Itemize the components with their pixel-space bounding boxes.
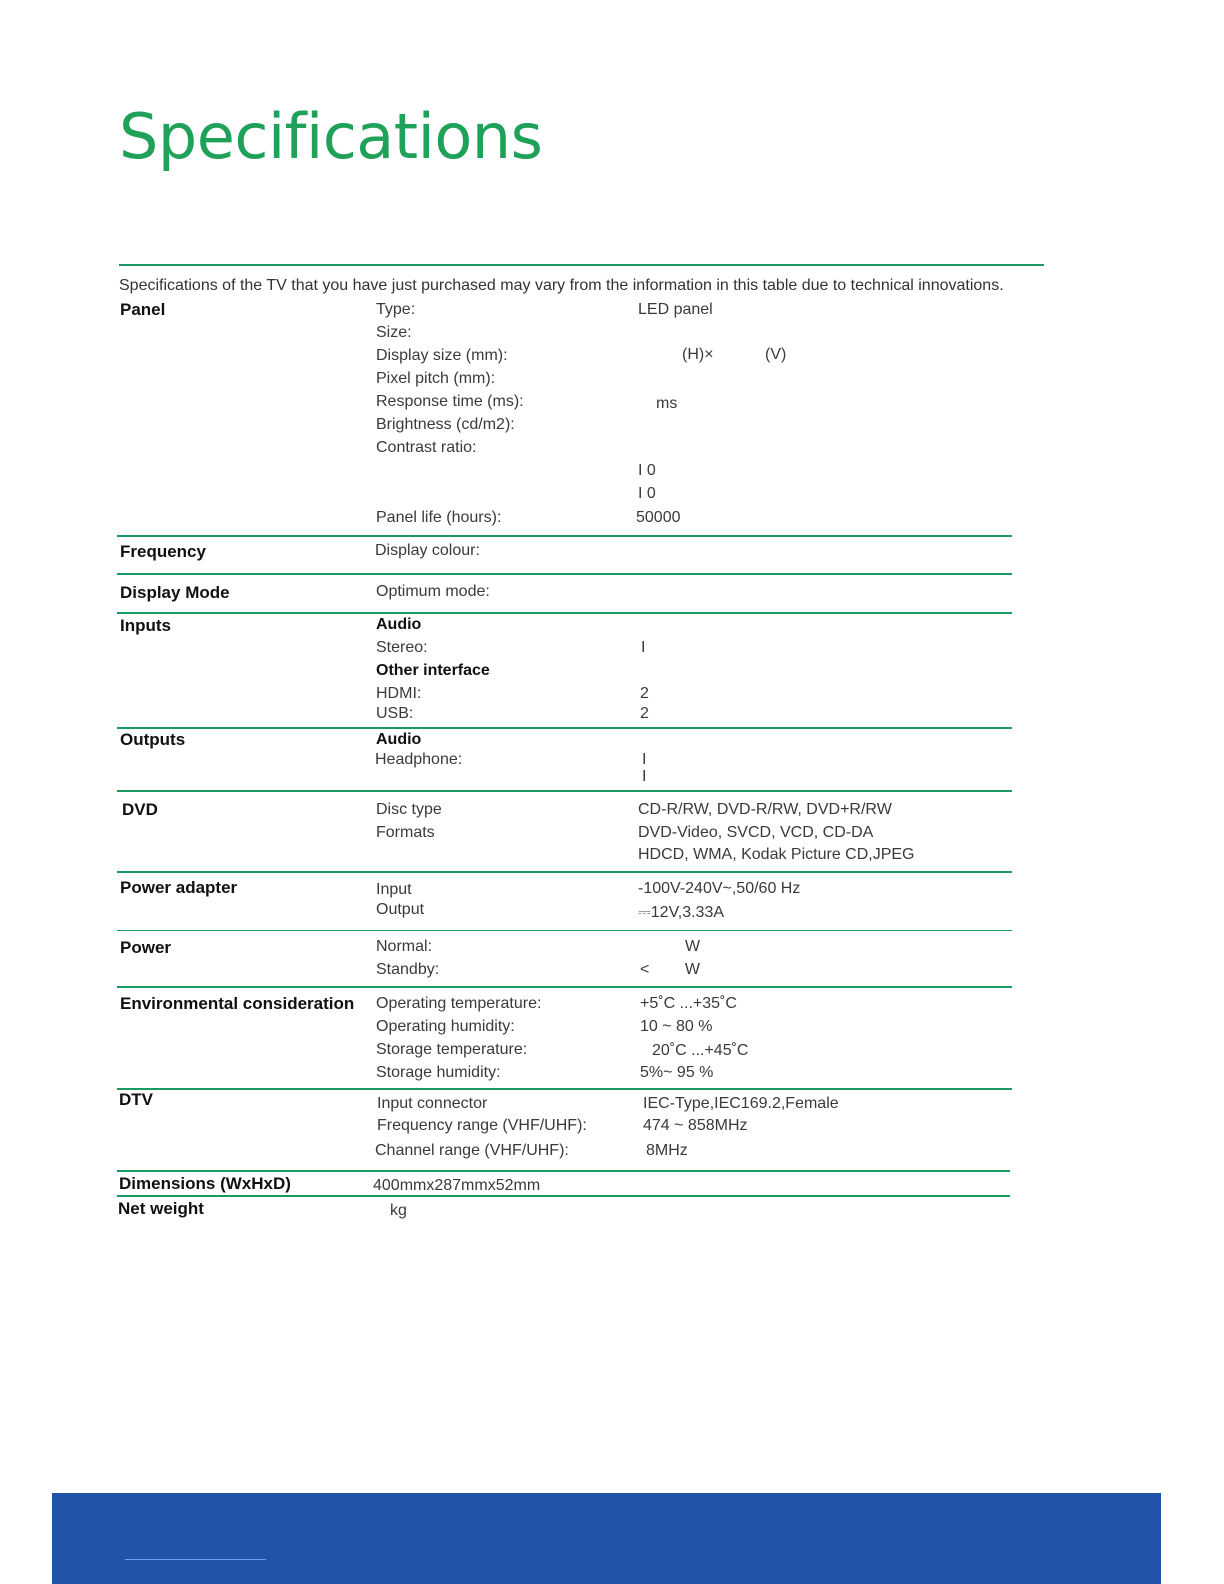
spec-label-op-temp: Operating temperature: — [376, 995, 542, 1012]
spec-value-formats-2: HDCD, WMA, Kodak Picture CD,JPEG — [638, 846, 915, 863]
spec-value-type: LED panel — [638, 301, 713, 318]
spec-label-hdmi: HDMI: — [376, 685, 422, 702]
spec-value-op-temp: +5˚C ...+35˚C — [640, 995, 737, 1012]
category-power: Power — [120, 938, 172, 957]
spec-value-disc-type: CD-R/RW, DVD-R/RW, DVD+R/RW — [638, 801, 892, 818]
section-divider — [117, 535, 1012, 537]
spec-label-usb: USB: — [376, 705, 414, 722]
spec-label-type: Type: — [376, 301, 416, 318]
spec-label-adapter-input: Input — [376, 881, 412, 898]
spec-value-net-weight: kg — [390, 1202, 407, 1219]
spec-label-display-size: Display size (mm): — [376, 347, 508, 364]
spec-value-panel-life: 50000 — [636, 509, 681, 526]
spec-value-standby: < W — [640, 961, 701, 978]
category-inputs: Inputs — [120, 616, 171, 635]
spec-label-optimum-mode: Optimum mode: — [376, 583, 490, 600]
spec-value-response-time: ms — [656, 395, 678, 412]
section-divider — [117, 1170, 1010, 1172]
spec-value-st-temp: 20˚C ...+45˚C — [652, 1042, 749, 1059]
section-divider — [117, 930, 1012, 931]
spec-label-brightness: Brightness (cd/m2): — [376, 416, 515, 433]
category-net-weight: Net weight — [118, 1199, 204, 1218]
category-panel: Panel — [120, 300, 166, 319]
intro-note: Specifications of the TV that you have just purchased may vary from the information in this table due to technical innovations. — [119, 277, 1004, 294]
spec-value-contrast-2: I 0 — [638, 485, 656, 502]
spec-label-contrast: Contrast ratio: — [376, 439, 477, 456]
spec-label-disc-type: Disc type — [376, 801, 442, 818]
spec-label-channel-range: Channel range (VHF/UHF): — [375, 1142, 569, 1159]
subheading-audio: Audio — [376, 616, 422, 633]
spec-label-st-temp: Storage temperature: — [376, 1041, 528, 1058]
spec-value-op-humidity: 10 ~ 80 % — [640, 1018, 713, 1035]
spec-label-stereo: Stereo: — [376, 639, 428, 656]
spec-value-adapter-output: ⎓12V,3.33A — [638, 904, 725, 921]
subheading-output-audio: Audio — [376, 731, 422, 748]
category-display-mode: Display Mode — [120, 583, 230, 602]
spec-value-headphone-1: I — [642, 751, 647, 768]
spec-label-panel-life: Panel life (hours): — [376, 509, 502, 526]
spec-label-display-colour: Display colour: — [375, 542, 480, 559]
spec-label-pixel-pitch: Pixel pitch (mm): — [376, 370, 496, 387]
spec-value-st-humidity: 5%~ 95 % — [640, 1064, 714, 1081]
spec-value-headphone-2: I — [642, 768, 647, 785]
section-divider — [117, 727, 1012, 729]
category-outputs: Outputs — [120, 730, 186, 749]
spec-value-adapter-input: -100V-240V~,50/60 Hz — [638, 880, 801, 897]
spec-value-channel-range: 8MHz — [646, 1142, 688, 1159]
spec-value-contrast-1: I 0 — [638, 462, 656, 479]
subheading-other-interface: Other interface — [376, 662, 490, 679]
spec-value-stereo: I — [641, 639, 646, 656]
spec-value-display-size-h: (H)× — [682, 346, 714, 363]
spec-label-headphone: Headphone: — [375, 751, 463, 768]
spec-value-normal: W — [685, 938, 701, 955]
section-divider — [117, 1088, 1012, 1090]
spec-value-hdmi: 2 — [640, 685, 649, 702]
spec-value-formats-1: DVD-Video, SVCD, VCD, CD-DA — [638, 824, 874, 841]
spec-label-input-connector: Input connector — [377, 1095, 488, 1112]
spec-label-response-time: Response time (ms): — [376, 393, 524, 410]
spec-value-display-size-v: (V) — [765, 346, 787, 363]
category-power-adapter: Power adapter — [120, 878, 238, 897]
category-dvd: DVD — [122, 800, 158, 819]
spec-value-usb: 2 — [640, 705, 649, 722]
footer-link-underline[interactable] — [125, 1559, 266, 1560]
header-divider — [119, 264, 1044, 266]
section-divider — [117, 871, 1012, 873]
spec-label-size: Size: — [376, 324, 412, 341]
footer-band — [52, 1493, 1161, 1584]
spec-value-frequency-range: 474 ~ 858MHz — [643, 1117, 748, 1134]
page-title: Specifications — [119, 100, 543, 173]
spec-value-input-connector: IEC-Type,IEC169.2,Female — [643, 1095, 839, 1112]
spec-label-formats: Formats — [376, 824, 435, 841]
category-dimensions: Dimensions (WxHxD) — [119, 1174, 291, 1193]
spec-label-st-humidity: Storage humidity: — [376, 1064, 501, 1081]
section-divider — [117, 612, 1012, 614]
section-divider — [117, 573, 1012, 575]
category-environmental: Environmental consideration — [120, 994, 355, 1013]
category-frequency: Frequency — [120, 542, 206, 561]
spec-value-dimensions: 400mmx287mmx52mm — [373, 1177, 541, 1194]
spec-label-frequency-range: Frequency range (VHF/UHF): — [377, 1117, 587, 1134]
spec-label-adapter-output: Output — [376, 901, 425, 918]
section-divider — [117, 1195, 1010, 1197]
spec-label-normal: Normal: — [376, 938, 433, 955]
section-divider — [117, 790, 1012, 792]
spec-label-standby: Standby: — [376, 961, 440, 978]
section-divider — [117, 986, 1012, 988]
spec-label-op-humidity: Operating humidity: — [376, 1018, 515, 1035]
category-dtv: DTV — [119, 1090, 153, 1109]
